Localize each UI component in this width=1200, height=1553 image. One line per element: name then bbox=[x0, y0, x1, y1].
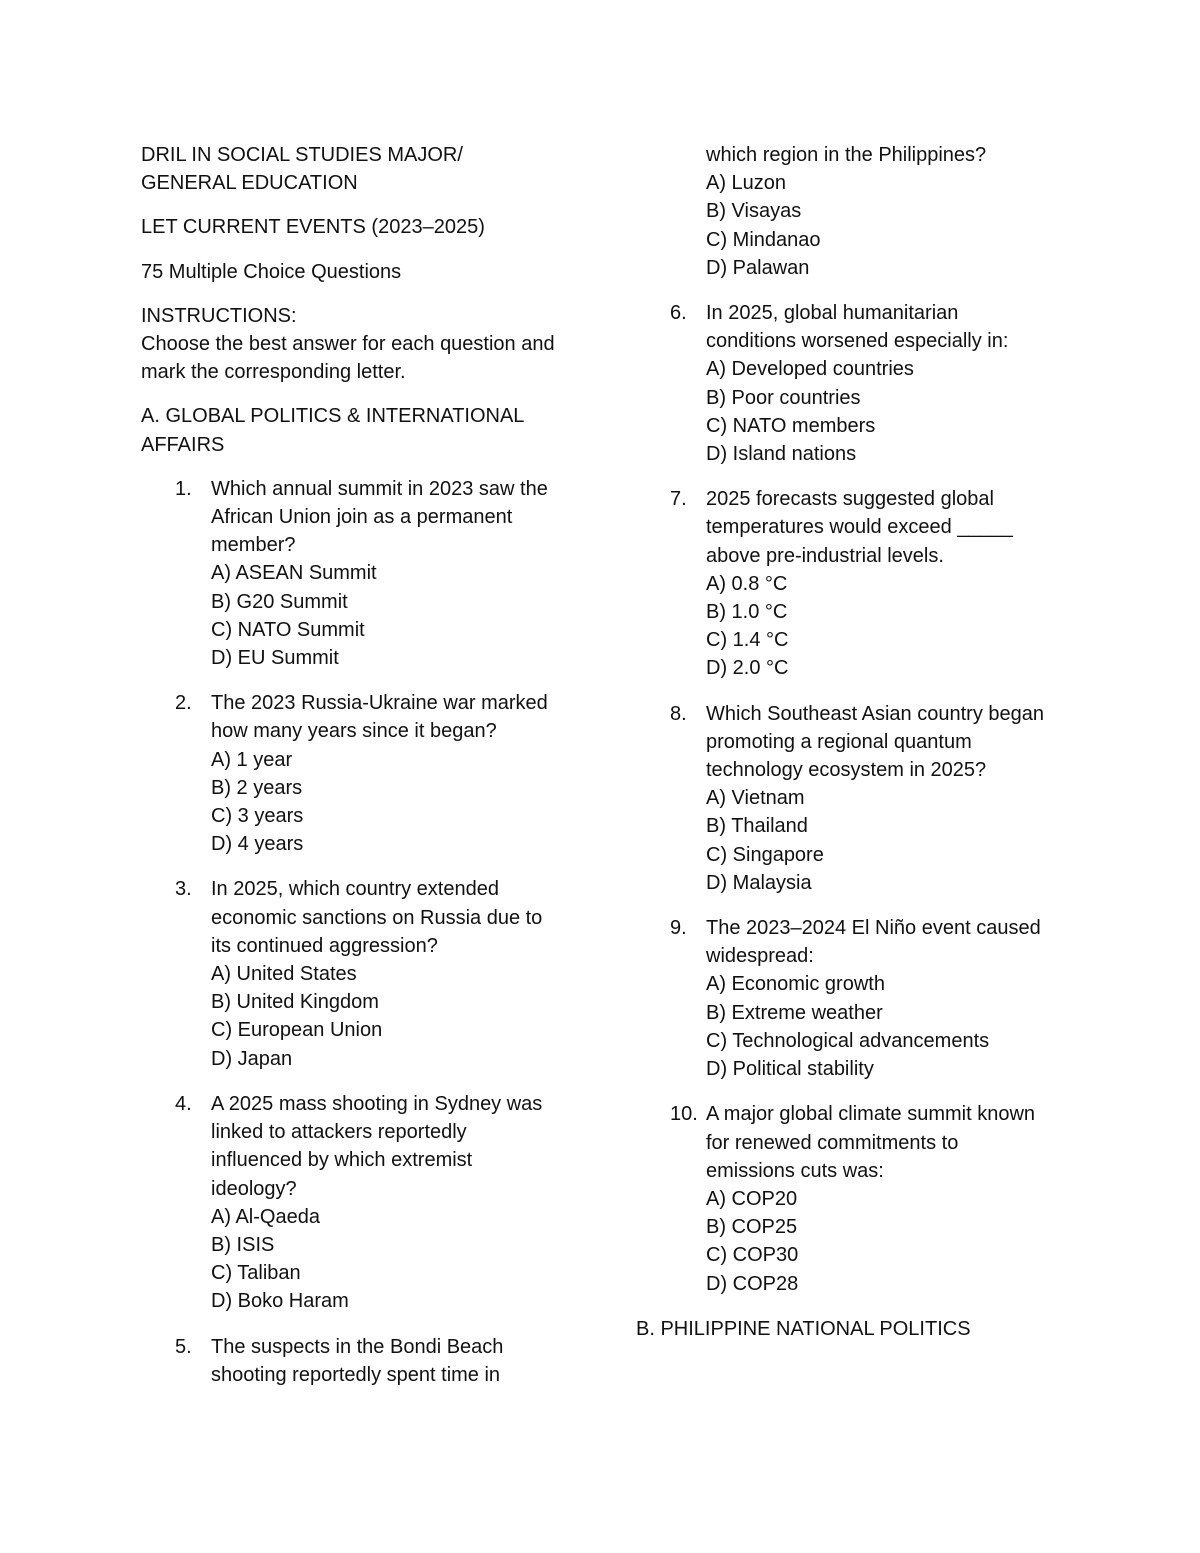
question-4 bbox=[141, 1090, 581, 1316]
question-text: The suspects in the Bondi Beach bbox=[211, 1335, 504, 1358]
answer-option-d[interactable]: D) Island nations bbox=[706, 443, 857, 466]
left-column bbox=[141, 141, 581, 1389]
question-number: 1. bbox=[175, 477, 192, 500]
answer-option-d[interactable]: D) Palawan bbox=[706, 256, 810, 279]
question-text: emissions cuts was: bbox=[706, 1159, 884, 1182]
answer-option-b[interactable]: B) ISIS bbox=[211, 1233, 275, 1256]
instructions-text-line2: mark the corresponding letter. bbox=[141, 361, 406, 384]
question-text: African Union join as a permanent bbox=[211, 506, 513, 529]
instructions-label: INSTRUCTIONS: bbox=[141, 304, 297, 327]
doc-title-line2: GENERAL EDUCATION bbox=[141, 172, 358, 195]
answer-option-a[interactable]: A) COP20 bbox=[706, 1187, 798, 1210]
answer-option-d[interactable]: D) 4 years bbox=[211, 833, 304, 856]
question-text: The 2023 Russia-Ukraine war marked bbox=[211, 692, 548, 715]
answer-option-c[interactable]: C) Mindanao bbox=[706, 228, 821, 251]
question-number: 7. bbox=[670, 488, 687, 511]
question-text: conditions worsened especially in: bbox=[706, 330, 1009, 353]
answer-option-c[interactable]: C) Singapore bbox=[706, 843, 824, 866]
question-6 bbox=[636, 299, 1076, 468]
question-text: promoting a regional quantum bbox=[706, 730, 972, 753]
question-number: 8. bbox=[670, 702, 687, 725]
answer-option-b[interactable]: B) Poor countries bbox=[706, 386, 861, 409]
question-text: its continued aggression? bbox=[211, 934, 438, 957]
question-text: economic sanctions on Russia due to bbox=[211, 906, 543, 929]
question-7 bbox=[636, 485, 1076, 682]
answer-option-d[interactable]: D) Malaysia bbox=[706, 871, 812, 894]
answer-option-a[interactable]: A) Al-Qaeda bbox=[211, 1205, 320, 1228]
question-1 bbox=[141, 475, 581, 672]
question-number: 9. bbox=[670, 917, 687, 940]
answer-option-b[interactable]: B) COP25 bbox=[706, 1216, 798, 1239]
answer-option-c[interactable]: C) 3 years bbox=[211, 805, 304, 828]
question-text: Which Southeast Asian country began bbox=[706, 702, 1044, 725]
answer-option-d[interactable]: D) COP28 bbox=[706, 1272, 799, 1295]
question-text: linked to attackers reportedly bbox=[211, 1121, 467, 1144]
answer-option-a[interactable]: A) ASEAN Summit bbox=[211, 562, 377, 585]
question-text: 2025 forecasts suggested global bbox=[706, 488, 994, 511]
question-text: A major global climate summit known bbox=[706, 1103, 1036, 1126]
answer-option-b[interactable]: B) United Kingdom bbox=[211, 991, 379, 1014]
answer-option-c[interactable]: C) Taliban bbox=[211, 1262, 301, 1285]
question-8 bbox=[636, 700, 1076, 897]
question-text: for renewed commitments to bbox=[706, 1131, 959, 1154]
question-text: how many years since it began? bbox=[211, 720, 497, 743]
question-number: 5. bbox=[175, 1335, 192, 1358]
answer-option-d[interactable]: D) 2.0 °C bbox=[706, 657, 789, 680]
answer-option-a[interactable]: A) 0.8 °C bbox=[706, 572, 788, 595]
question-text: which region in the Philippines? bbox=[706, 144, 987, 166]
question-text: above pre-industrial levels. bbox=[706, 544, 944, 567]
question-text: Which annual summit in 2023 saw the bbox=[211, 477, 548, 500]
answer-option-a[interactable]: A) Vietnam bbox=[706, 787, 805, 810]
section-a-heading-line2: AFFAIRS bbox=[141, 433, 225, 456]
question-9 bbox=[636, 914, 1076, 1083]
question-text: temperatures would exceed _____ bbox=[706, 516, 1013, 539]
question-2 bbox=[141, 689, 581, 858]
question-number: 4. bbox=[175, 1092, 192, 1115]
question-text: widespread: bbox=[706, 945, 814, 968]
answer-option-d[interactable]: D) Japan bbox=[211, 1047, 293, 1070]
question-text: A 2025 mass shooting in Sydney was bbox=[211, 1092, 543, 1115]
answer-option-d[interactable]: D) Boko Haram bbox=[211, 1290, 349, 1313]
section-a-heading-line1: A. GLOBAL POLITICS & INTERNATIONAL bbox=[141, 405, 525, 428]
answer-option-b[interactable]: B) 1.0 °C bbox=[706, 601, 788, 624]
answer-option-d[interactable]: D) Political stability bbox=[706, 1058, 874, 1081]
answer-option-c[interactable]: C) NATO Summit bbox=[211, 618, 365, 641]
answer-option-a[interactable]: A) Developed countries bbox=[706, 358, 914, 381]
question-3 bbox=[141, 875, 581, 1072]
answer-option-b[interactable]: B) 2 years bbox=[211, 776, 303, 799]
answer-option-d[interactable]: D) EU Summit bbox=[211, 647, 339, 670]
answer-option-c[interactable]: C) NATO members bbox=[706, 414, 876, 437]
doc-subtitle: LET CURRENT EVENTS (2023–2025) bbox=[141, 216, 485, 239]
right-column bbox=[636, 141, 1076, 1343]
answer-option-a[interactable]: A) 1 year bbox=[211, 748, 293, 771]
instructions-text-line1: Choose the best answer for each question and bbox=[141, 333, 555, 356]
doc-title-line1: DRIL IN SOCIAL STUDIES MAJOR/ bbox=[141, 144, 463, 166]
question-text: In 2025, global humanitarian bbox=[706, 302, 959, 325]
question-text: influenced by which extremist bbox=[211, 1149, 473, 1172]
answer-option-a[interactable]: A) United States bbox=[211, 963, 357, 986]
answer-option-b[interactable]: B) Visayas bbox=[706, 200, 802, 223]
answer-option-b[interactable]: B) Thailand bbox=[706, 815, 808, 838]
answer-option-c[interactable]: C) 1.4 °C bbox=[706, 629, 789, 652]
answer-option-c[interactable]: C) European Union bbox=[211, 1019, 383, 1042]
answer-option-a[interactable]: A) Luzon bbox=[706, 172, 787, 195]
question-10 bbox=[636, 1100, 1076, 1297]
question-text: The 2023–2024 El Niño event caused bbox=[706, 917, 1041, 940]
answer-option-c[interactable]: C) COP30 bbox=[706, 1244, 799, 1267]
answer-option-a[interactable]: A) Economic growth bbox=[706, 973, 885, 996]
section-b-heading: B. PHILIPPINE NATIONAL POLITICS bbox=[636, 1317, 971, 1340]
question-number: 3. bbox=[175, 878, 192, 901]
question-count: 75 Multiple Choice Questions bbox=[141, 260, 402, 283]
question-5 bbox=[141, 1333, 581, 1389]
question-text: shooting reportedly spent time in bbox=[211, 1363, 501, 1386]
answer-option-b[interactable]: B) Extreme weather bbox=[706, 1001, 883, 1024]
question-text: ideology? bbox=[211, 1177, 297, 1200]
question-number: 10. bbox=[670, 1103, 698, 1126]
question-number: 2. bbox=[175, 692, 192, 715]
question-text: member? bbox=[211, 534, 296, 557]
question-5-continued bbox=[636, 141, 1076, 282]
question-text: technology ecosystem in 2025? bbox=[706, 759, 987, 782]
question-text: In 2025, which country extended bbox=[211, 878, 499, 901]
answer-option-c[interactable]: C) Technological advancements bbox=[706, 1029, 990, 1052]
answer-option-b[interactable]: B) G20 Summit bbox=[211, 590, 348, 613]
question-number: 6. bbox=[670, 302, 687, 325]
